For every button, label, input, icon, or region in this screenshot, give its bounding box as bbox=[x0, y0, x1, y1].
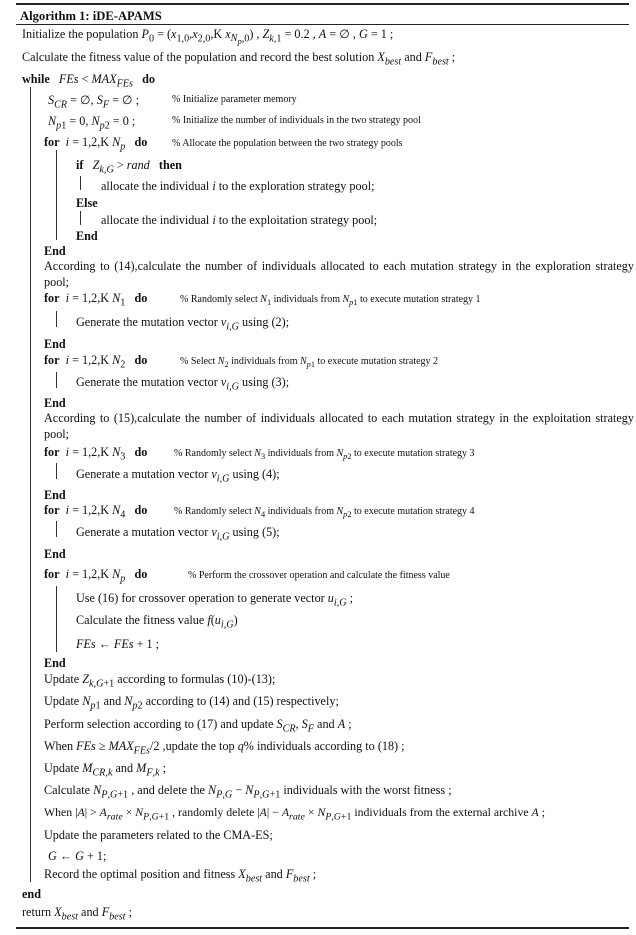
line-record: Record the optimal position and fitness $X_{best}$ and $F_{best}$ ; bbox=[44, 867, 317, 885]
line-for-allocate: for i = 1,2,K $N_p$ do bbox=[44, 135, 148, 153]
line-use-16: Use (16) for crossover operation to generate vector $u_{i,G}$ ; bbox=[76, 591, 354, 609]
comment-strategy-2: % Select $N_2$ individuals from $N_{p1}$ to execute mutation strategy 2 bbox=[180, 356, 439, 369]
line-while: while FEs < $MAX_{FEs}$ do bbox=[22, 72, 155, 90]
line-if: if $Z_{k,G}$ > rand then bbox=[76, 158, 182, 176]
line-g-increment: G ← G + 1; bbox=[48, 849, 107, 863]
top-rule bbox=[16, 3, 629, 5]
if-bar bbox=[80, 176, 81, 190]
line-end-crossover: End bbox=[44, 656, 66, 670]
line-end-for-allocate: End bbox=[44, 244, 66, 258]
line-calc-n: Calculate $N_{P,G+1}$ , and delete the $N_{P,G} - N_{P,G+1}$ individuals with the worst fitness ; bbox=[44, 783, 452, 801]
line-end-while: end bbox=[22, 887, 41, 901]
comment-init-memory: % Initialize parameter memory bbox=[172, 94, 297, 105]
line-for-crossover: for i = 1,2,K $N_p$ do bbox=[44, 567, 148, 585]
for-allocate-bar bbox=[56, 150, 57, 240]
comment-strategy-3: % Randomly select $N_3$ individuals from $N_{p2}$ to execute mutation strategy 3 bbox=[174, 448, 475, 461]
comment-init-np: % Initialize the number of individuals in the two strategy pool bbox=[172, 115, 421, 126]
line-generate-5: Generate a mutation vector $v_{i,G}$ using (5); bbox=[76, 525, 280, 543]
line-init-np: $N_{p1} = 0$, $N_{p2} = 0$ ; bbox=[48, 114, 136, 132]
for-strategy-1-bar bbox=[56, 311, 57, 327]
comment-for-allocate: % Allocate the population between the two strategy pools bbox=[172, 138, 403, 149]
line-according-14: According to (14),calculate the number of individuals allocated to each mutation strategy in the exploration strategy pool; bbox=[44, 259, 634, 289]
line-end-strategy-4: End bbox=[44, 547, 66, 561]
comment-strategy-4: % Randomly select $N_4$ individuals from $N_{p2}$ to execute mutation strategy 4 bbox=[174, 506, 475, 519]
line-according-15: According to (15),calculate the number of individuals allocated to each mutation strategy in the exploitation strategy pool; bbox=[44, 411, 634, 441]
line-end-strategy-3: End bbox=[44, 488, 66, 502]
line-update-m: Update $M_{CR,k}$ and $M_{F,k}$ ; bbox=[44, 761, 167, 779]
line-when-fes: When FEs ≥ $MAX_{FEs}/2$ ,update the top q% individuals according to (18) ; bbox=[44, 739, 405, 757]
line-end-strategy-2: End bbox=[44, 396, 66, 410]
comment-crossover: % Perform the crossover operation and calculate the fitness value bbox=[188, 570, 450, 581]
line-end-strategy-1: End bbox=[44, 337, 66, 351]
line-end-if: End bbox=[76, 229, 98, 243]
line-for-strategy-4: for i = 1,2,K $N_4$ do bbox=[44, 503, 148, 521]
line-calc-fitness-u: Calculate the fitness value $f(u_{i,G})$ bbox=[76, 613, 238, 631]
line-update-cma: Update the parameters related to the CMA-ES; bbox=[44, 828, 273, 842]
line-alloc-explore: allocate the individual i to the exploration strategy pool; bbox=[101, 179, 375, 193]
line-fes-increment: FEs ← FEs + 1 ; bbox=[76, 637, 160, 651]
line-for-strategy-1: for i = 1,2,K $N_1$ do bbox=[44, 291, 148, 309]
line-generate-2: Generate the mutation vector $v_{i,G}$ using (2); bbox=[76, 315, 290, 333]
line-return: return $X_{best}$ and $F_{best}$ ; bbox=[22, 905, 132, 923]
line-for-strategy-2: for i = 1,2,K $N_2$ do bbox=[44, 353, 148, 371]
line-init-memory: $S_{CR}$ = ∅, $S_F$ = ∅ ; bbox=[48, 93, 140, 111]
for-strategy-4-bar bbox=[56, 521, 57, 537]
line-else: Else bbox=[76, 196, 98, 210]
line-alloc-exploit: allocate the individual i to the exploitation strategy pool; bbox=[101, 213, 378, 227]
for-crossover-bar bbox=[56, 586, 57, 652]
for-strategy-2-bar bbox=[56, 372, 57, 388]
while-bar bbox=[30, 87, 31, 882]
for-strategy-3-bar bbox=[56, 463, 57, 479]
line-update-np: Update $N_{p1}$ and $N_{p2}$ according to (14) and (15) respectively; bbox=[44, 694, 339, 712]
title-rule bbox=[16, 24, 629, 25]
line-when-archive: When $|A| > A_{rate} \times N_{P,G+1}$ , randomly delete $|A| - A_{rate} \times N_{P,G+1}$ individuals from the external archive A ; bbox=[44, 805, 545, 823]
line-update-z: Update $Z_{k,G+1}$ according to formulas (10)-(13); bbox=[44, 672, 276, 690]
line-calc-fitness: Calculate the fitness value of the population and record the best solution $X_{best}$ and $F_{best}$ ; bbox=[22, 50, 456, 68]
line-selection: Perform selection according to (17) and update $S_{CR}$, $S_F$ and A ; bbox=[44, 717, 352, 735]
line-init-population: Initialize the population $P_0 = (x_{1,0},x_{2,0},K$ $x_{N_p,0}$) , $Z_{k,1} = 0.2$ , A = ∅ , G = 1 ; bbox=[22, 27, 394, 47]
line-generate-4: Generate a mutation vector $v_{i,G}$ using (4); bbox=[76, 467, 280, 485]
line-for-strategy-3: for i = 1,2,K $N_3$ do bbox=[44, 445, 148, 463]
algorithm-title: Algorithm 1: iDE-APAMS bbox=[20, 9, 162, 23]
line-generate-3: Generate the mutation vector $v_{i,G}$ using (3); bbox=[76, 375, 290, 393]
bottom-rule bbox=[16, 927, 629, 929]
else-bar bbox=[80, 211, 81, 225]
comment-strategy-1: % Randomly select $N_1$ individuals from $N_{p1}$ to execute mutation strategy 1 bbox=[180, 294, 481, 307]
